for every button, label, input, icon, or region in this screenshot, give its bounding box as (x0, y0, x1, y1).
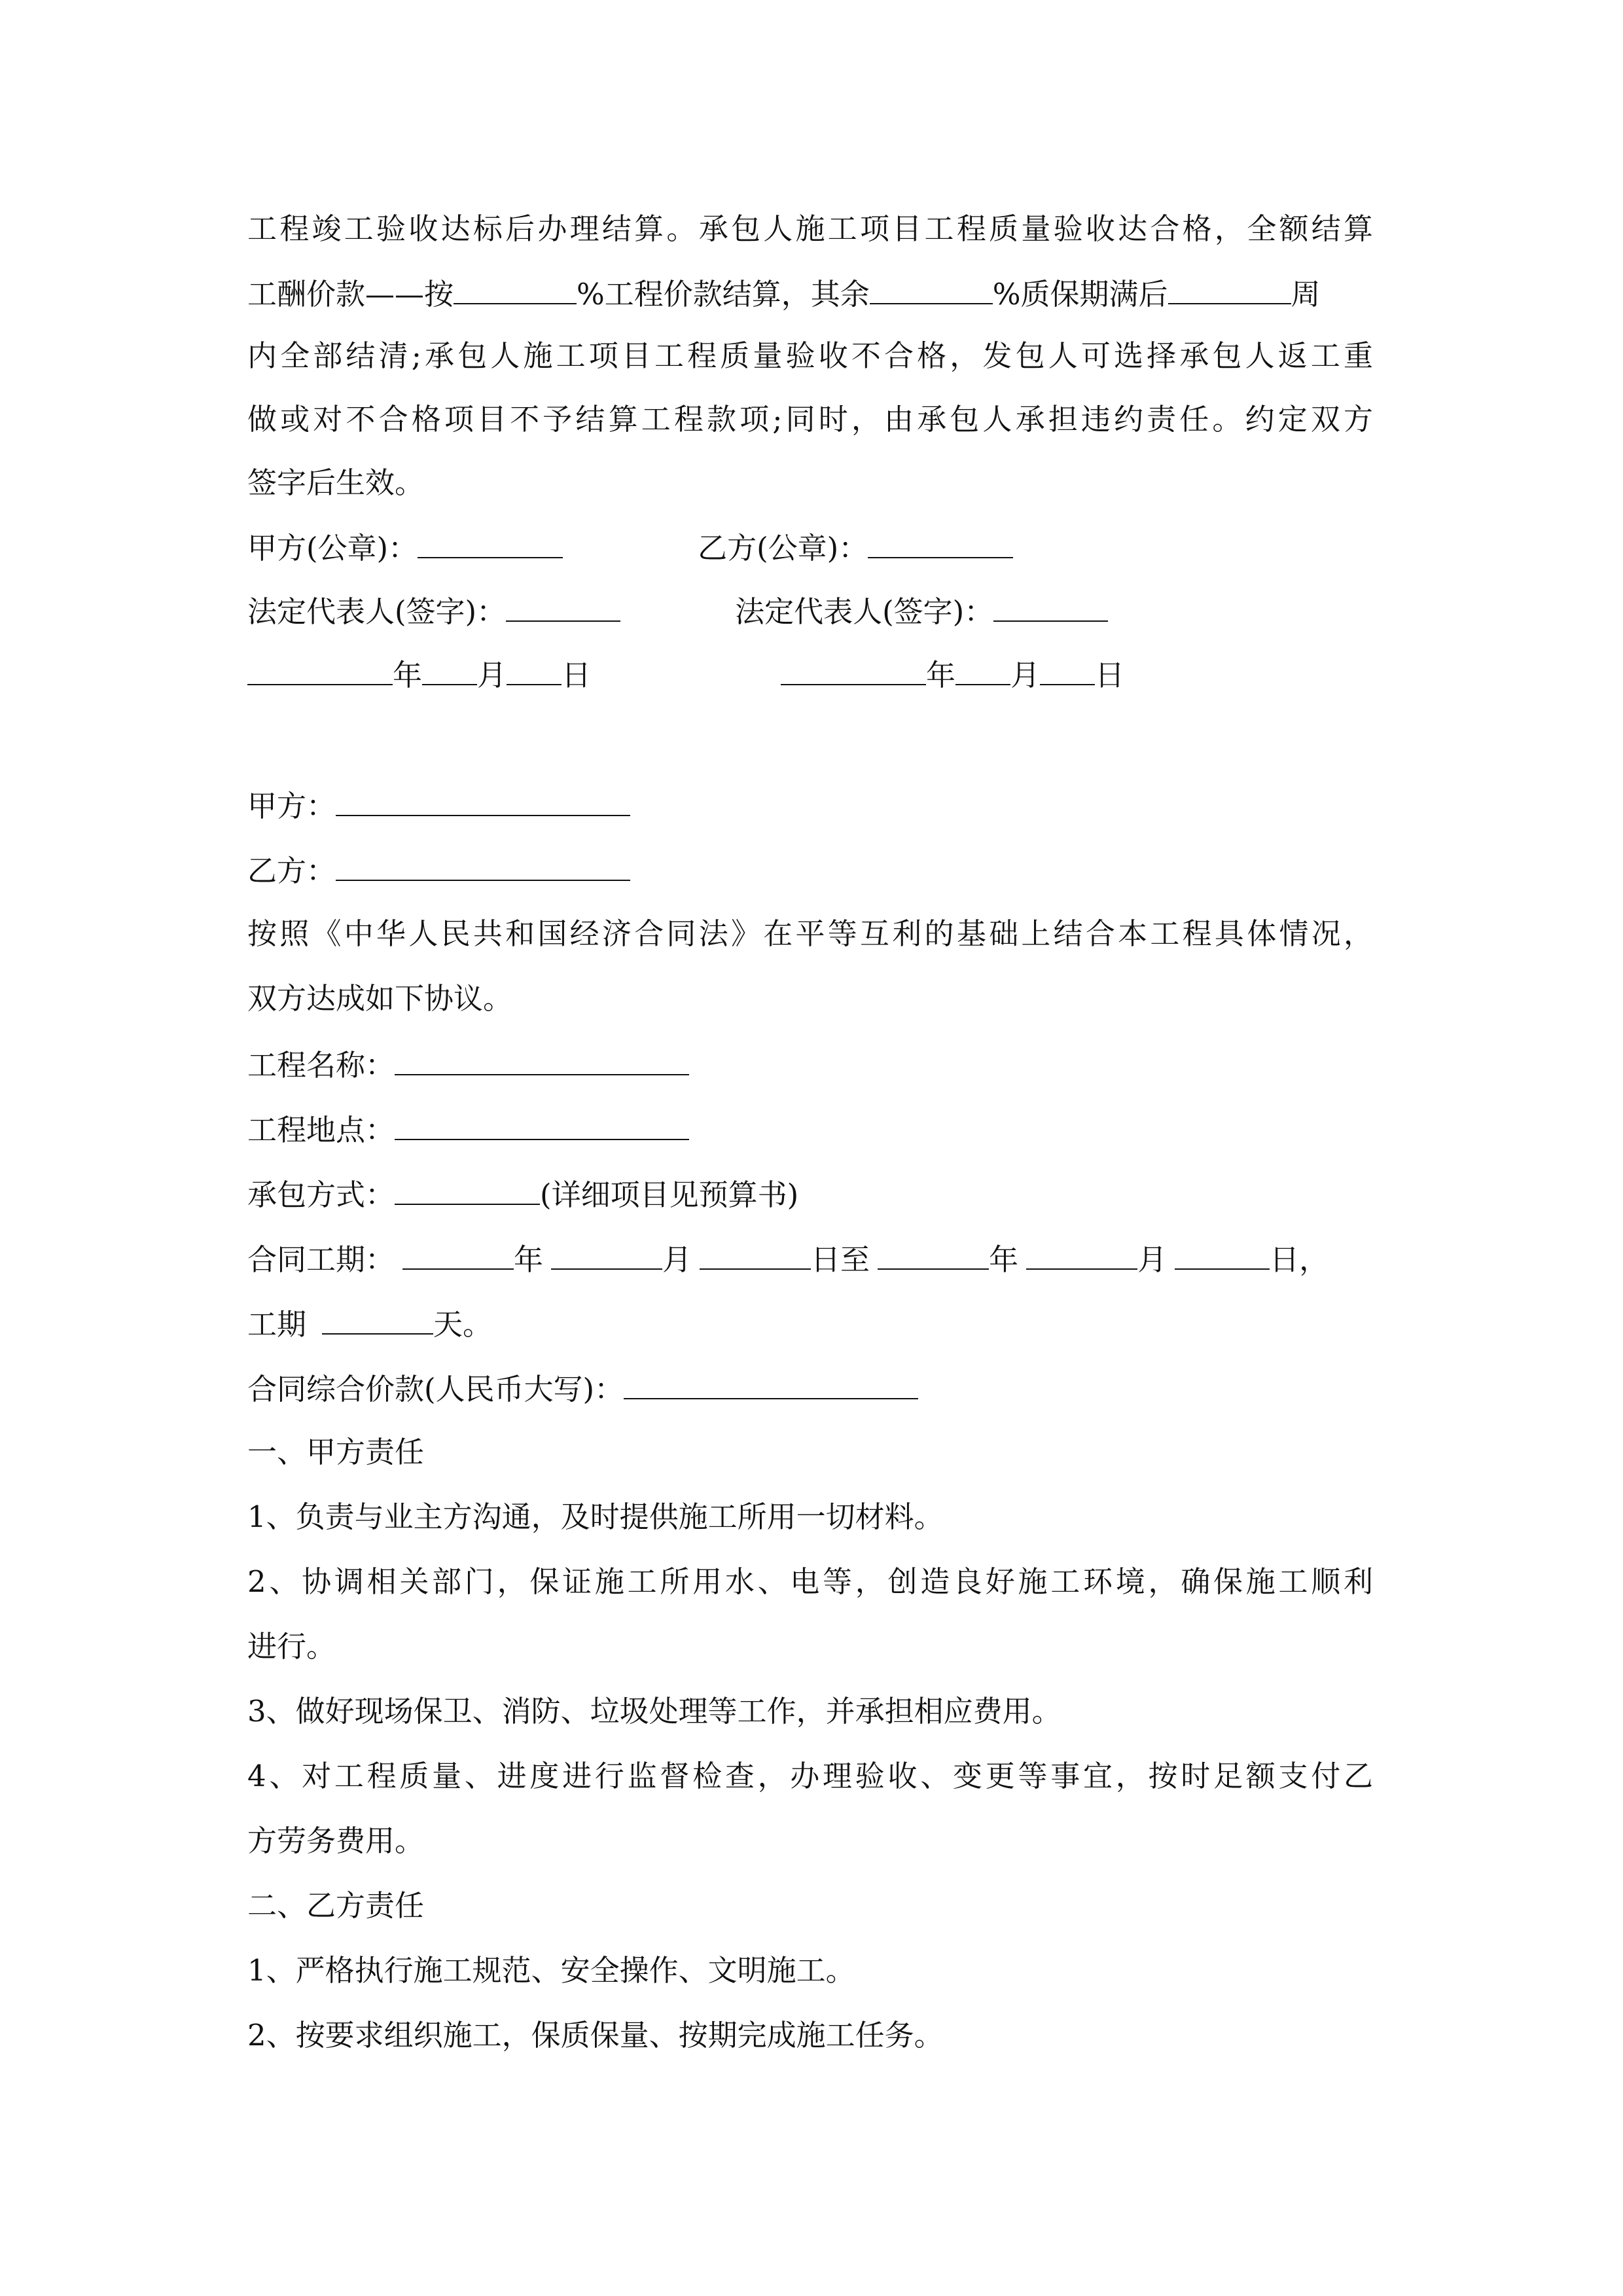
period-start-month-blank[interactable] (551, 1238, 662, 1270)
party-b-day-blank[interactable] (1040, 654, 1095, 685)
intro-line-2-text-a: 工酬价款——按 (247, 277, 454, 312)
party-b-rep-label: 法定代表人(签字)： (735, 594, 994, 629)
party-a-day-label: 日 (562, 658, 592, 692)
period-year-label: 年 (514, 1242, 544, 1277)
project-location-row (247, 1109, 689, 1148)
party-a-year-label: 年 (393, 658, 423, 692)
section-1-item-2-line-2: 进行。 (247, 1629, 336, 1664)
period-start-day-blank[interactable] (700, 1238, 811, 1270)
intro-line-3: 内全部结清;承包人施工项目工程质量验收不合格，发包人可选择承包人返工重 (247, 338, 1373, 373)
intro-line-1: 工程竣工验收达标后办理结算。承包人施工项目工程质量验收达合格，全额结算 (247, 211, 1373, 246)
percent-blank-2[interactable] (870, 273, 993, 304)
project-name-row (247, 1044, 689, 1083)
party-a-year-blank[interactable] (247, 654, 393, 685)
party-a-rep-label: 法定代表人(签字)： (247, 594, 507, 629)
seal-row (247, 527, 1013, 566)
contract-mode-row (247, 1174, 798, 1213)
party-b-label: 乙方： (247, 853, 336, 888)
preamble-line-1: 按照《中华人民共和国经济合同法》在平等互利的基础上结合本工程具体情况， (247, 916, 1373, 951)
price-row (247, 1368, 918, 1407)
section-1-title: 一、甲方责任 (247, 1435, 425, 1469)
section-2-item-2: 2、按要求组织施工，保质保量、按期完成施工任务。 (247, 2018, 944, 2053)
intro-line-4: 做或对不合格项目不予结算工程款项;同时，由承包人承担违约责任。约定双方 (247, 402, 1373, 437)
party-b-rep-blank[interactable] (993, 590, 1108, 622)
period-month-label: 月 (662, 1242, 692, 1277)
date-row-1 (247, 654, 1124, 693)
party-a-month-blank[interactable] (422, 654, 477, 685)
party-a-month-label: 月 (477, 658, 507, 692)
party-b-blank[interactable] (336, 850, 630, 881)
period-end-label: 日， (1270, 1242, 1329, 1277)
section-1-item-2-line-1: 2、协调相关部门，保证施工所用水、电等，创造良好施工环境，确保施工顺利 (247, 1564, 1373, 1599)
period-label: 合同工期： (247, 1242, 395, 1277)
party-a-blank[interactable] (336, 785, 630, 816)
section-1-item-4-line-2: 方劳务费用。 (247, 1823, 425, 1858)
party-b-year-blank[interactable] (781, 654, 926, 685)
party-b-seal-blank[interactable] (868, 527, 1013, 558)
project-name-label: 工程名称： (247, 1048, 395, 1083)
section-1-item-3: 3、做好现场保卫、消防、垃圾处理等工作，并承担相应费用。 (247, 1694, 1061, 1729)
intro-line-2-text-c: %质保期满后 (992, 277, 1168, 312)
party-a-label: 甲方： (247, 789, 336, 823)
party-b-seal-label: 乙方(公章)： (698, 531, 868, 565)
period-end-month-blank[interactable] (1026, 1238, 1137, 1270)
contract-mode-blank[interactable] (395, 1174, 540, 1205)
period-to-label: 日至 (811, 1242, 870, 1277)
duration-blank[interactable] (322, 1303, 433, 1335)
contract-mode-note: (详细项目见预算书) (540, 1177, 799, 1212)
weeks-blank[interactable] (1168, 273, 1291, 304)
intro-line-2-text-d: 周 (1291, 277, 1321, 312)
project-name-blank[interactable] (395, 1044, 689, 1075)
party-b-day-label: 日 (1095, 658, 1125, 692)
contract-mode-label: 承包方式： (247, 1177, 395, 1212)
party-a-day-blank[interactable] (507, 654, 562, 685)
party-b-month-blank[interactable] (955, 654, 1010, 685)
duration-row (247, 1303, 492, 1342)
period-month2-label: 月 (1137, 1242, 1168, 1277)
duration-label: 工期 (247, 1307, 307, 1342)
project-location-blank[interactable] (395, 1109, 689, 1140)
party-a-rep-blank[interactable] (506, 590, 620, 622)
party-a-seal-label: 甲方(公章)： (247, 531, 418, 565)
period-start-year-blank[interactable] (402, 1238, 514, 1270)
percent-blank-1[interactable] (454, 273, 577, 304)
project-location-label: 工程地点： (247, 1113, 395, 1147)
price-label: 合同综合价款(人民币大写)： (247, 1372, 624, 1407)
section-1-item-1: 1、负责与业主方沟通，及时提供施工所用一切材料。 (247, 1499, 944, 1534)
contract-period-row (247, 1238, 1329, 1278)
preamble-line-2: 双方达成如下协议。 (247, 981, 513, 1016)
intro-line-2-text-b: %工程价款结算，其余 (577, 277, 870, 312)
party-b-year-label: 年 (926, 658, 956, 692)
intro-line-2 (247, 273, 1321, 312)
period-end-day-blank[interactable] (1175, 1238, 1270, 1270)
period-year2-label: 年 (989, 1242, 1019, 1277)
section-1-item-4-line-1: 4、对工程质量、进度进行监督检查，办理验收、变更等事宜，按时足额支付乙 (247, 1759, 1373, 1793)
section-2-item-1: 1、严格执行施工规范、安全操作、文明施工。 (247, 1953, 855, 1988)
rep-row (247, 590, 1108, 630)
intro-line-5: 签字后生效。 (247, 465, 425, 500)
party-b-month-label: 月 (1010, 658, 1041, 692)
duration-unit: 天。 (433, 1307, 493, 1342)
party-a-seal-blank[interactable] (418, 527, 563, 558)
party-a-row (247, 785, 630, 824)
price-blank[interactable] (624, 1368, 918, 1399)
party-b-row (247, 850, 630, 889)
section-2-title: 二、乙方责任 (247, 1888, 425, 1923)
period-end-year-blank[interactable] (878, 1238, 989, 1270)
